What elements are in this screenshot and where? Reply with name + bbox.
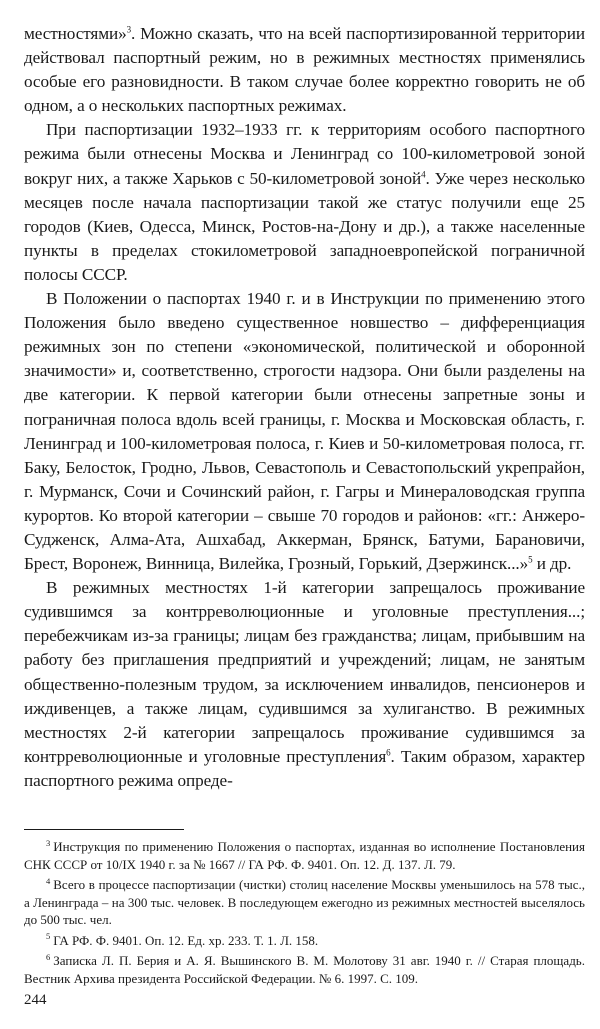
footnote-text: Всего в процессе паспортизации (чистки) столиц население Москвы уменьшилось на 578 тыс., а Ленинграда – на 300 тыс. человек. В последующем ежегодно из режимных местностей выселялось до 500 тыс. чел. xyxy=(24,877,585,927)
footnote-6 xyxy=(24,952,585,987)
paragraph-2-text: При паспортизации 1932–1933 гг. к территориям особого паспортного режима были отнесены Москва и Ленинград со 100-километровой зоной вокруг них, а также Харьков с 50-километровой зоной xyxy=(24,120,585,188)
paragraph-4-text: В режимных местностях 1-й категории запрещалось проживание судившимся за контрреволюционные и уголовные преступления...; перебежчикам из-за границы; лицам без гражданства; лицам, прибывшим на работу без приглашения предприятий и учреждений; лицам, не занятым общественно-полезным трудом, за исключением инвалидов, пенсионеров и иждивенцев, а также лицам, судившимся за хулиганство. В режимных местностях 2-й категории запрещалось проживание судившимся за контрреволюционные и уголовные преступления xyxy=(24,578,585,766)
footnote-separator xyxy=(24,829,184,830)
footnote-ref-6[interactable]: 6 xyxy=(386,747,391,758)
paragraph-2-text-after: . Уже через несколько месяцев после начала паспортизации такой же статус получили еще 25 городов (Киев, Одесса, Минск, Ростов-на-Дону и др.), а также населенные пункты в пределах стокилометровой западноевропейской пограничной полосы СССР. xyxy=(24,168,586,284)
footnote-5 xyxy=(24,932,585,950)
footnote-3 xyxy=(24,838,585,873)
footnote-ref-5[interactable]: 5 xyxy=(528,554,533,565)
footnote-text: ГА РФ. Ф. 9401. Оп. 12. Ед. хр. 233. Т. 1. Л. 158. xyxy=(53,932,319,948)
paragraph-3-text: В Положении о паспортах 1940 г. и в Инструкции по применению этого Положения было введено существенное новшество – дифференциация режимных зон по степени «экономической, политической и оборонной значимости» и, соответственно, строгости надзора. Они были разделены на две категории. К первой категории были отнесены запретные зоны и пограничная полоса вдоль всей границы, г. Москва и Московская область, г. Ленинград и 100-километровая полоса, г. Киев и 50-километровая полоса, гг. Баку, Белосток, Гродно, Львов, Севастополь и Севастопольский укрепрайон, г. Мурманск, Сочи и Сочинский район, г. Гагры и Минераловодская группа курортов. Ко второй категории – свыше 70 городов и районов: «гг.: Анжеро-Судженск, Алма-Ата, Ашхабад, Аккерман, Брянск, Батуми, Барановичи, Брест, Воронеж, Винница, Вилейка, Грозный, Горький, Дзержинск...» xyxy=(24,289,585,574)
footnote-mark: 5 xyxy=(46,931,51,942)
paragraph-3 xyxy=(24,287,585,576)
paragraph-1 xyxy=(24,22,585,118)
footnotes xyxy=(24,838,585,987)
footnote-4 xyxy=(24,876,585,929)
footnote-mark: 3 xyxy=(46,837,51,848)
paragraph-1-text: местностями» xyxy=(24,24,127,43)
paragraph-4 xyxy=(24,576,585,793)
paragraph-3-text-after: и др. xyxy=(532,554,572,574)
footnote-text: Инструкция по применению Положения о паспортах, изданная во исполнение Постановления СНК СССР от 10/IX 1940 г. за № 1667 // ГА РФ. Ф. 9401. Оп. 12. Д. 137. Л. 79. xyxy=(24,839,585,872)
paragraph-1-text-after: . Можно сказать, что на всей паспортизированной территории действовал паспортный режим, но в режимных местностях применялись особые его разновидности. В таком случае более корректно говорить не об одном, а о нескольких паспортных режимах. xyxy=(24,24,585,116)
page-number: 244 xyxy=(24,992,47,1008)
footnote-ref-3[interactable]: 3 xyxy=(126,24,131,35)
footnote-mark: 4 xyxy=(46,875,51,886)
main-text xyxy=(24,22,585,793)
paragraph-4-text-after: . Таким образом, характер паспортного режима опреде- xyxy=(24,746,586,790)
paragraph-2 xyxy=(24,118,585,287)
footnote-ref-4[interactable]: 4 xyxy=(421,168,426,179)
footnote-mark: 6 xyxy=(46,951,51,962)
footnote-text: Записка Л. П. Берия и А. Я. Вышинского В. М. Молотову 31 авг. 1940 г. // Старая площадь. Вестник Архива президента Российской Федерации. № 6. 1997. С. 109. xyxy=(24,953,585,986)
book-page xyxy=(24,22,585,990)
